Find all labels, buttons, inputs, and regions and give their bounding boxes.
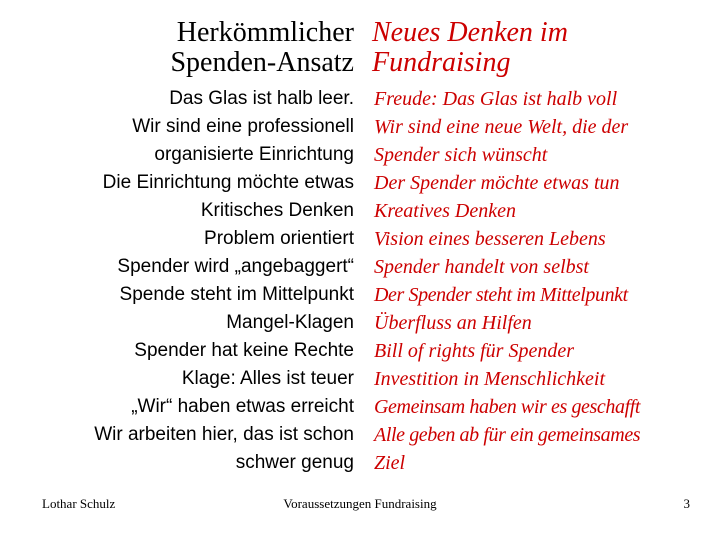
new-thinking-item: Überfluss an Hilfen <box>374 312 532 334</box>
traditional-item: Die Einrichtung möchte etwas <box>102 172 354 193</box>
header-new-thinking <box>372 18 712 78</box>
traditional-item: organisierte Einrichtung <box>154 144 354 165</box>
new-thinking-item: Freude: Das Glas ist halb voll <box>374 88 618 110</box>
header-traditional-line2: Spenden-Ansatz <box>170 47 354 78</box>
new-thinking-item: Kreatives Denken <box>374 200 516 222</box>
footer-title: Voraussetzungen Fundraising <box>283 496 437 511</box>
traditional-item: Wir arbeiten hier, das ist schon <box>94 424 354 445</box>
header-new-thinking-line1: Neues Denken im <box>372 17 568 48</box>
new-thinking-item: Spender handelt von selbst <box>374 256 589 278</box>
traditional-item: Klage: Alles ist teuer <box>181 368 354 389</box>
new-thinking-item: Wir sind eine neue Welt, die der <box>374 116 629 138</box>
new-thinking-item: Ziel <box>374 452 406 474</box>
traditional-item: Spende steht im Mittelpunkt <box>119 284 354 305</box>
new-thinking-item: Bill of rights für Spender <box>374 340 574 362</box>
footer-author: Lothar Schulz <box>42 496 116 511</box>
new-thinking-item: Spender sich wünscht <box>374 144 548 166</box>
traditional-item: „Wir“ haben etwas erreicht <box>131 396 354 417</box>
traditional-item: Spender hat keine Rechte <box>134 340 354 361</box>
new-thinking-item: Investition in Menschlichkeit <box>374 368 606 390</box>
header-new-thinking-line2: Fundraising <box>372 47 511 78</box>
new-thinking-item: Gemeinsam haben wir es geschafft <box>374 396 641 418</box>
traditional-item: Problem orientiert <box>204 228 354 249</box>
traditional-item: Kritisches Denken <box>200 200 354 221</box>
new-thinking-item: Der Spender steht im Mittelpunkt <box>374 284 628 306</box>
header-traditional <box>100 18 354 78</box>
new-thinking-item: Der Spender möchte etwas tun <box>374 172 620 194</box>
traditional-item: Das Glas ist halb leer. <box>169 88 354 109</box>
traditional-item: Spender wird „angebaggert“ <box>117 256 354 277</box>
new-thinking-item: Vision eines besseren Lebens <box>374 228 606 250</box>
traditional-item: schwer genug <box>235 452 354 473</box>
traditional-item: Wir sind eine professionell <box>132 116 354 137</box>
new-thinking-list <box>374 85 714 477</box>
traditional-list <box>10 85 354 477</box>
page-number: 3 <box>683 496 690 511</box>
new-thinking-item: Alle geben ab für ein gemeinsames <box>374 424 641 446</box>
traditional-item: Mangel-Klagen <box>226 312 354 333</box>
header-traditional-line1: Herkömmlicher <box>176 17 354 48</box>
